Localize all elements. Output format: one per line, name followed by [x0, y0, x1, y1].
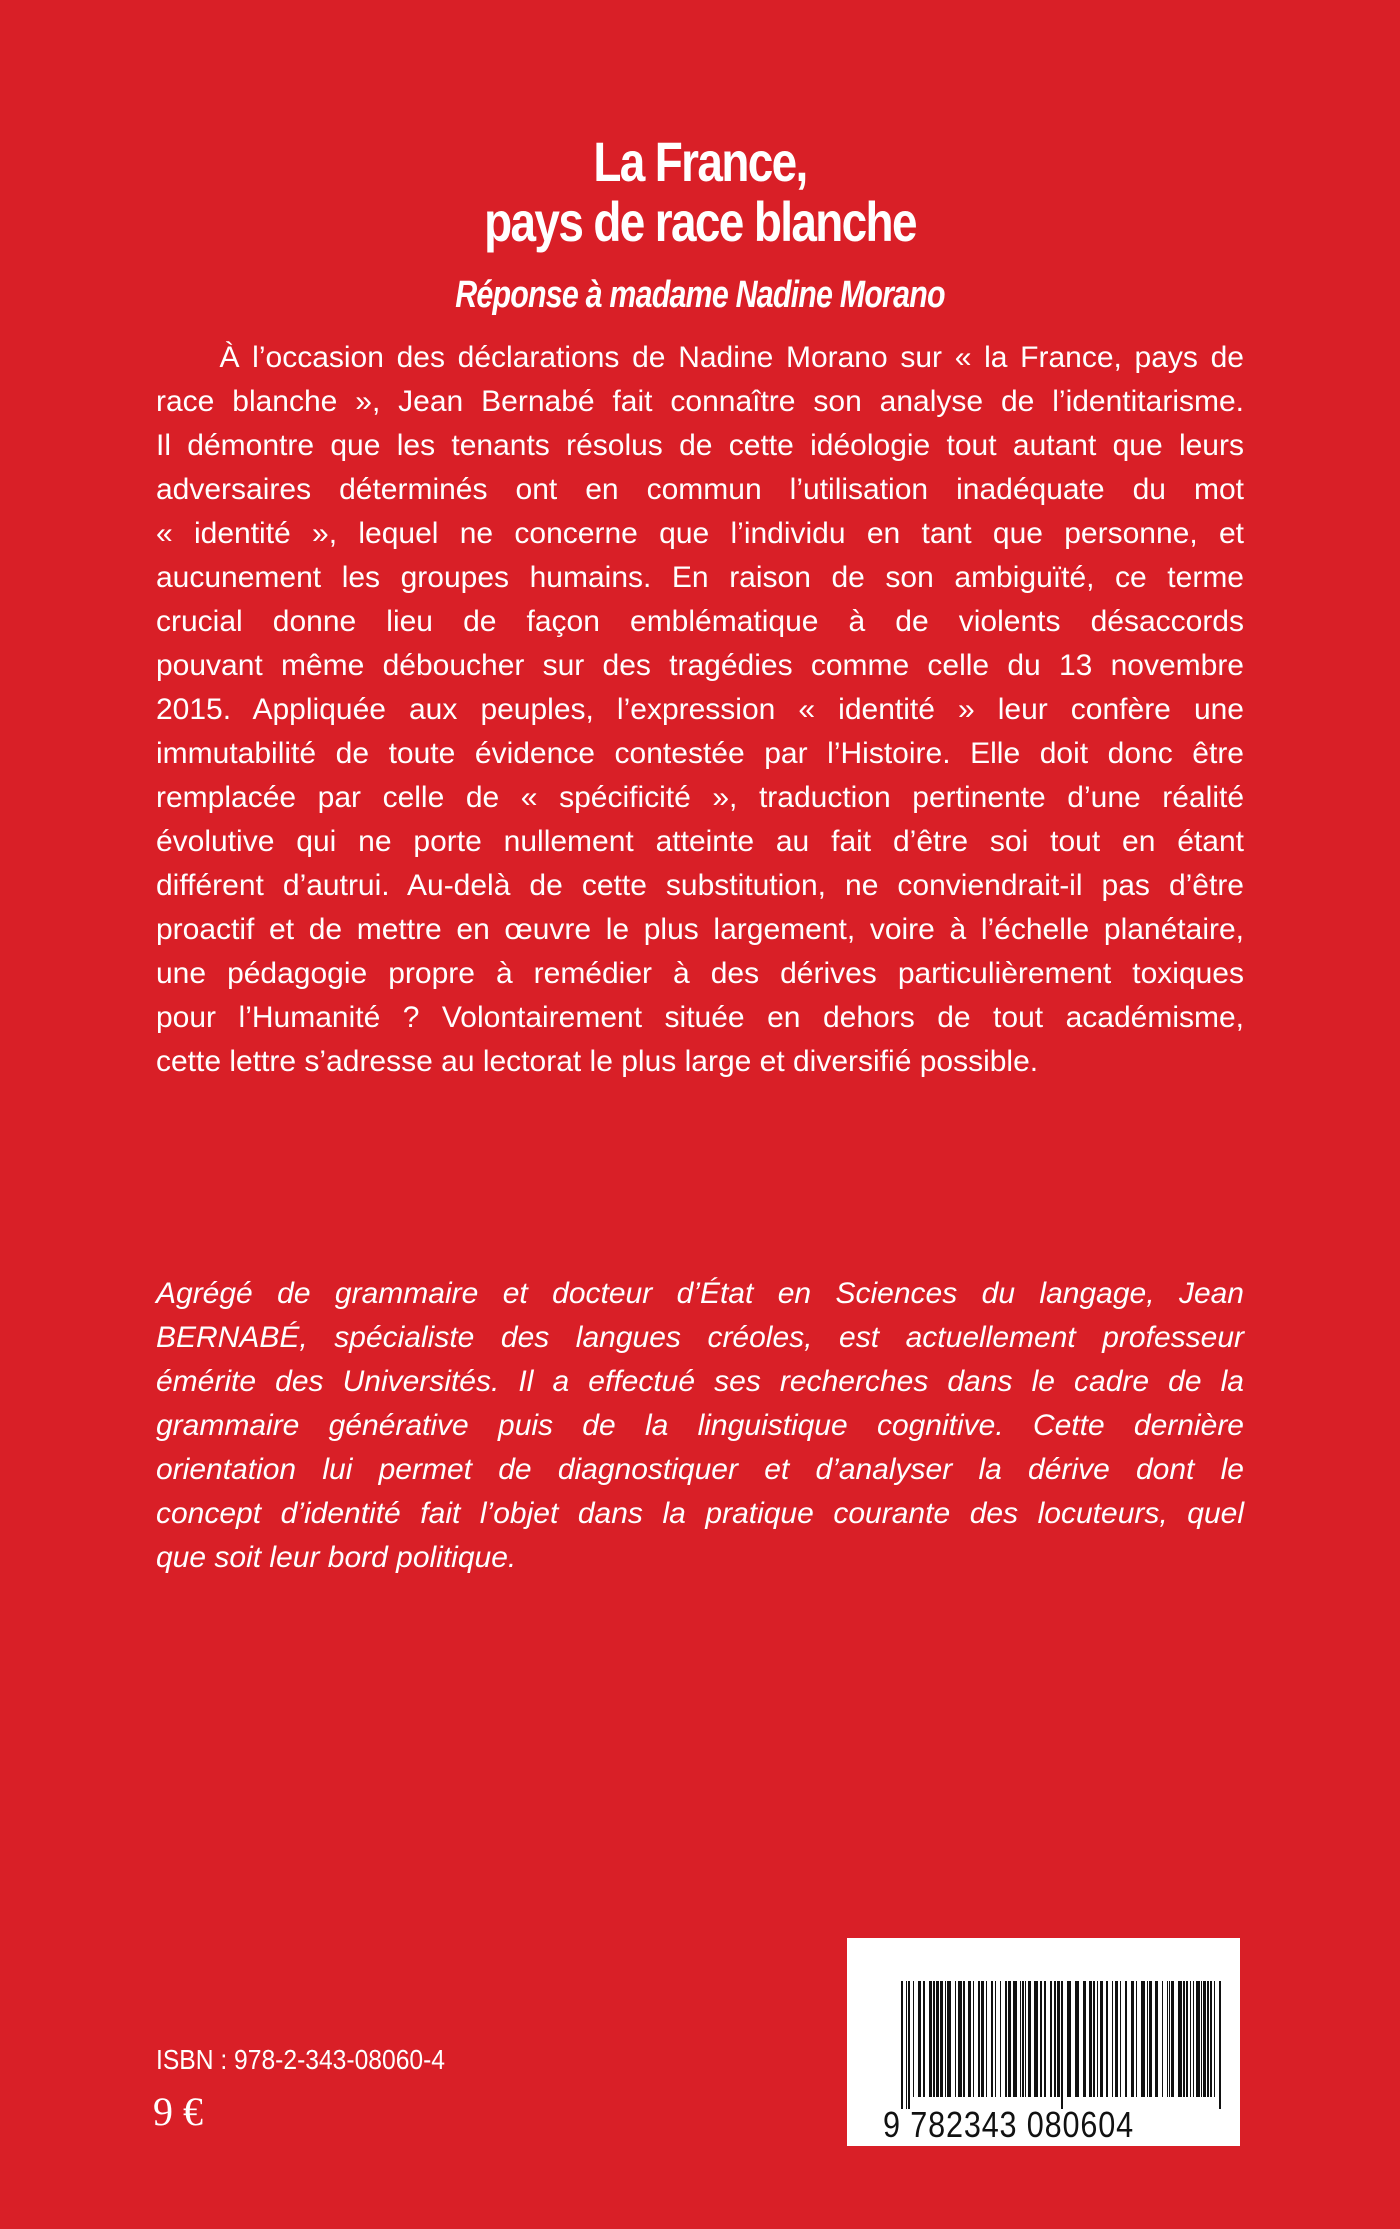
barcode-bar	[1147, 1981, 1148, 2097]
barcode-bar	[1141, 1981, 1145, 2097]
barcode-bar	[1000, 1981, 1001, 2097]
text-line: immutabilité de toute évidence contestée par l’Histoire. Elle doit donc être	[156, 737, 1244, 770]
text-line: une pédagogie propre à remédier à des dérives particulièrement toxiques	[156, 957, 1244, 990]
text-line: remplacée par celle de « spécificité », traduction pertinente d’une réalité	[156, 781, 1244, 814]
barcode-bar	[1167, 1981, 1168, 2097]
barcode-bar	[955, 1981, 956, 2097]
barcode-bar	[1050, 1981, 1052, 2097]
barcode-bar	[1089, 1981, 1092, 2097]
barcode-bar	[1196, 1981, 1200, 2097]
barcode-bar	[1183, 1981, 1185, 2097]
book-title-line-2: pays de race blanche	[484, 190, 916, 253]
barcode-bar	[1178, 1981, 1182, 2097]
text-line: 2015. Appliquée aux peuples, l’expression « identité » leur confère une	[156, 693, 1244, 726]
barcode-bar	[1131, 1981, 1134, 2097]
barcode-bar	[1210, 1981, 1212, 2097]
barcode-bar	[991, 1981, 993, 2097]
barcode-bars	[901, 1981, 1227, 2109]
barcode-bar	[1155, 1981, 1158, 2097]
barcode-bar	[1057, 1981, 1060, 2097]
barcode-bar	[1203, 1981, 1206, 2097]
barcode-bar	[940, 1981, 943, 2097]
text-line: pour l’Humanité ? Volontairement située en dehors de tout académisme,	[156, 1001, 1244, 1034]
barcode-bar	[1112, 1981, 1113, 2097]
barcode-bar	[913, 1981, 914, 2097]
barcode-bar	[1028, 1981, 1031, 2097]
barcode-bar	[1120, 1981, 1121, 2097]
text-line: proactif et de mettre en œuvre le plus largement, voire à l’échelle planétaire,	[156, 913, 1244, 946]
text-line: différent d’autrui. Au-delà de cette substitution, ne conviendrait-il pas d’être	[156, 869, 1244, 902]
text-line: Agrégé de grammaire et docteur d’État en Sciences du langage, Jean	[156, 1277, 1244, 1310]
text-line: orientation lui permet de diagnostiquer et d’analyser la dérive dont le	[156, 1453, 1244, 1486]
text-line: évolutive qui ne porte nullement atteinte au fait d’être soi tout en étant	[156, 825, 1244, 858]
text-line: aucunement les groupes humains. En raison de son ambiguïté, ce terme	[156, 561, 1244, 594]
book-subtitle: Réponse à madame Nadine Morano	[455, 274, 945, 316]
barcode-bar	[981, 1981, 984, 2097]
barcode-bar	[1005, 1981, 1007, 2097]
barcode-bar	[1219, 1981, 1221, 2109]
author-bio-paragraph	[156, 1272, 1244, 1580]
text-line: race blanche », Jean Bernabé fait connaître son analyse de l’identitarisme.	[156, 385, 1244, 418]
barcode-bar	[978, 1981, 980, 2097]
barcode-bar	[906, 1981, 907, 2109]
barcode-bar	[1207, 1981, 1209, 2097]
barcode-bar	[1100, 1981, 1103, 2097]
text-line: BERNABÉ, spécialiste des langues créoles, est actuellement professeur	[156, 1321, 1244, 1354]
barcode-digits: 9 782343 080604	[883, 2104, 1135, 2145]
barcode-bar	[1025, 1981, 1026, 2097]
price-text: 9 €	[153, 2089, 203, 2134]
barcode-bar	[936, 1981, 939, 2097]
barcode-bar	[1022, 1981, 1024, 2097]
barcode-bar	[933, 1981, 935, 2097]
book-title-line-1: La France,	[593, 130, 807, 193]
text-line: À l’occasion des déclarations de Nadine Morano sur « la France, pays de	[156, 341, 1244, 374]
barcode-bar	[923, 1981, 925, 2097]
barcode-bar	[908, 1981, 910, 2109]
barcode-bar	[1061, 1981, 1063, 2109]
barcode-bar	[1171, 1981, 1174, 2097]
barcode-bar	[945, 1981, 946, 2097]
barcode-bar	[1190, 1981, 1191, 2097]
barcode-bar	[1008, 1981, 1011, 2097]
barcode-bar	[973, 1981, 974, 2097]
text-line: que soit leur bord politique.	[156, 1541, 517, 1574]
barcode-bar	[1136, 1981, 1137, 2097]
text-line: adversaires déterminés ont en commun l’utilisation inadéquate du mot	[156, 473, 1244, 506]
isbn-text: ISBN : 978-2-343-08060-4	[156, 2044, 446, 2075]
barcode-bar	[1034, 1981, 1038, 2097]
barcode-bar	[1075, 1981, 1079, 2097]
barcode-bar	[963, 1981, 965, 2097]
text-line: crucial donne lieu de façon emblématique à de violents désaccords	[156, 605, 1244, 638]
text-line: « identité », lequel ne concerne que l’individu en tant que personne, et	[156, 517, 1244, 550]
barcode-bar	[1020, 1981, 1021, 2097]
barcode-bar	[1067, 1981, 1071, 2097]
barcode-bar	[929, 1981, 932, 2097]
barcode-bar	[1186, 1981, 1188, 2097]
summary-paragraph	[156, 336, 1244, 1084]
barcode-bar	[1097, 1981, 1098, 2097]
barcode-bar	[1040, 1981, 1042, 2097]
barcode-bar	[1044, 1981, 1046, 2097]
barcode-bar	[1083, 1981, 1086, 2097]
barcode-bar	[1093, 1981, 1095, 2097]
barcode-bar	[1106, 1981, 1108, 2097]
text-line: émérite des Universités. Il a effectué ses recherches dans le cadre de la	[156, 1365, 1244, 1398]
barcode-bar	[1125, 1981, 1127, 2097]
barcode-bar	[918, 1981, 921, 2097]
text-line: grammaire générative puis de la linguistique cognitive. Cette dernière	[156, 1409, 1244, 1442]
barcode-bar	[995, 1981, 996, 2097]
text-line: pouvant même déboucher sur des tragédies comme celle du 13 novembre	[156, 649, 1244, 682]
barcode-bar	[1115, 1981, 1118, 2097]
barcode-bar	[901, 1981, 903, 2109]
barcode-bar	[1013, 1981, 1017, 2097]
barcode-bar	[986, 1981, 987, 2097]
barcode-bar	[947, 1981, 951, 2097]
text-line: concept d’identité fait l’objet dans la pratique courante des locuteurs, quel	[156, 1497, 1244, 1530]
text-line: cette lettre s’adresse au lectorat le plus large et diversifié possible.	[156, 1045, 1039, 1078]
barcode-bar	[1214, 1981, 1215, 2097]
barcode-bar	[968, 1981, 971, 2097]
barcode-box	[847, 1938, 1240, 2146]
barcode-bar	[1169, 1981, 1170, 2097]
barcode-bar	[1193, 1981, 1194, 2097]
barcode-bar	[1149, 1981, 1152, 2097]
text-line: Il démontre que les tenants résolus de cette idéologie tout autant que leurs	[156, 429, 1244, 462]
barcode-bar	[1162, 1981, 1163, 2097]
barcode-bar	[1201, 1981, 1202, 2097]
barcode-bar	[958, 1981, 962, 2097]
barcode-bar	[1054, 1981, 1056, 2097]
